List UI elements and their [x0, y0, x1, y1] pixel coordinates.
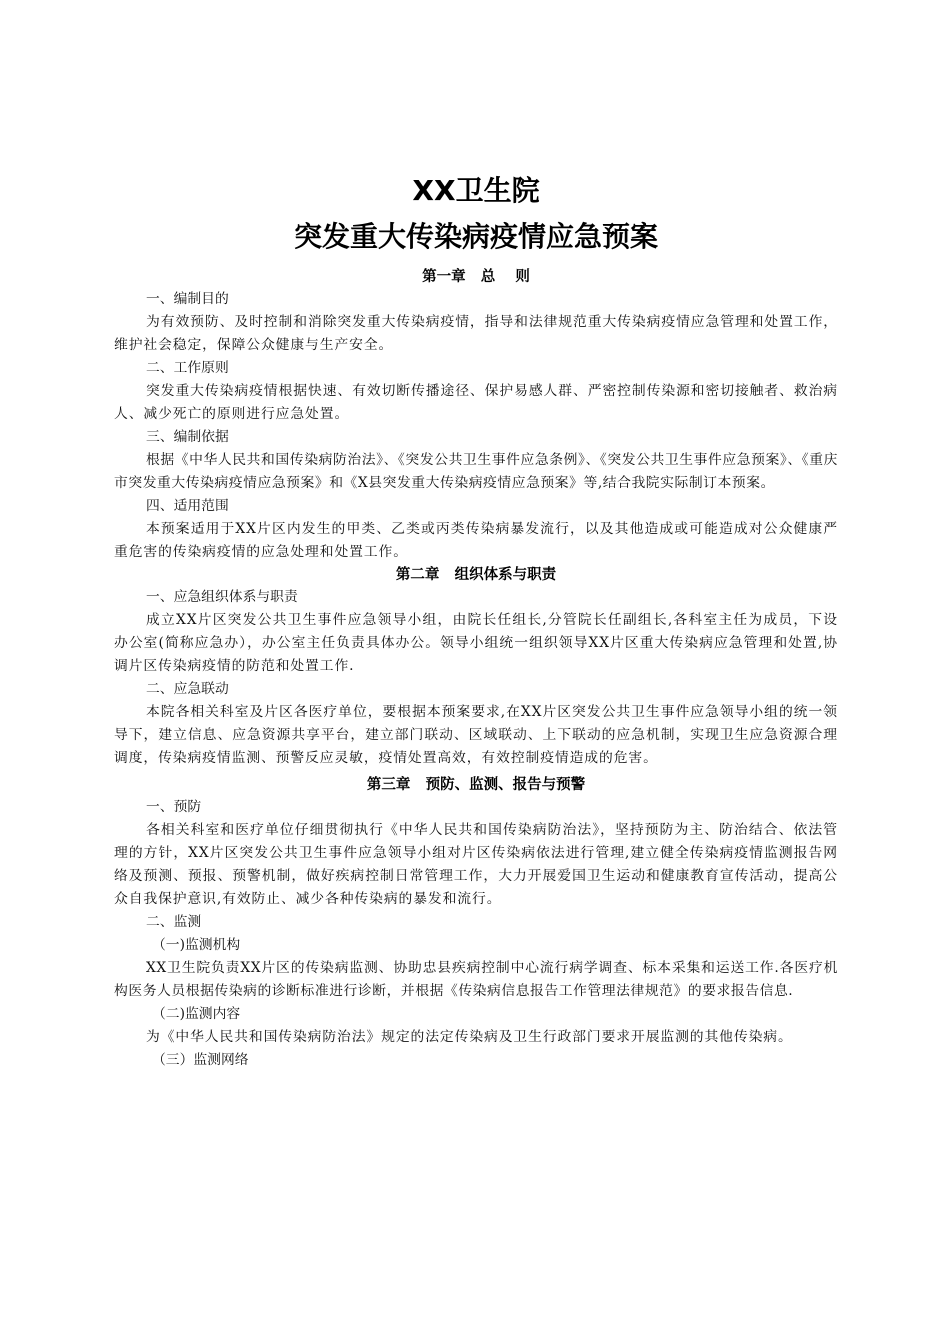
paragraph: 为《中华人民共和国传染病防治法》规定的法定传染病及卫生行政部门要求开展监测的其他传染病。: [146, 1029, 793, 1045]
section-heading: 二、应急联动: [146, 681, 229, 697]
subsection-heading: （一)监测机构: [152, 937, 241, 953]
paragraph: 突发重大传染病疫情根据快速、有效切断传播途径、保护易感人群、严密控制传染源和密切接触者、救治病人、减少死亡的原则进行应急处置。: [114, 383, 838, 422]
chapter-3-heading: 第三章 预防、监测、报告与预警: [366, 777, 586, 793]
section-heading: 二、监测: [146, 914, 202, 930]
chapter-2-heading: 第二章 组织体系与职责: [395, 567, 557, 583]
paragraph: 成立XX片区突发公共卫生事件应急领导小组，由院长任组长,分管院长任副组长,各科室主任为成员，下设办公室(简称应急办），办公室主任负责具体办公。领导小组统一组织领导XX片区重大传染病应急管理和处置,协调片区传染病疫情的防范和处置工作.: [114, 612, 838, 674]
paragraph: 本院各相关科室及片区各医疗单位，要根据本预案要求,在XX片区突发公共卫生事件应急领导小组的统一领导下，建立信息、应急资源共享平台，建立部门联动、区域联动、上下联动的应急机制，实现卫生应急资源合理调度，传染病疫情监测、预警反应灵敏，疫情处置高效，有效控制疫情造成的危害。: [114, 704, 838, 766]
document-body: [114, 172, 838, 1072]
section-heading: 一、应急组织体系与职责: [146, 589, 298, 605]
section-heading: 四、适用范围: [146, 498, 229, 514]
paragraph: 本预案适用于XX片区内发生的甲类、乙类或丙类传染病暴发流行，以及其他造成或可能造成对公众健康严重危害的传染病疫情的应急处理和处置工作。: [114, 521, 838, 560]
section-heading: 三、编制依据: [146, 429, 229, 445]
subsection-heading: （三）监测网络: [152, 1052, 249, 1068]
section-heading: 二、工作原则: [146, 360, 229, 376]
document-title-org: XX卫生院: [412, 174, 540, 207]
paragraph: 各相关科室和医疗单位仔细贯彻执行《中华人民共和国传染病防治法》，坚持预防为主、防治结合、依法管理的方针，XX片区突发公共卫生事件应急领导小组对片区传染病依法进行管理,建立健全传染病疫情监测报告网络及预测、预报、预警机制，做好疾病控制日常管理工作，大力开展爱国卫生运动和健康教育宣传活动，提高公众自我保护意识,有效防止、减少各种传染病的暴发和流行。: [114, 822, 838, 907]
subsection-heading: （二)监测内容: [152, 1006, 241, 1022]
paragraph: XX卫生院负责XX片区的传染病监测、协助忠县疾病控制中心流行病学调查、标本采集和运送工作.各医疗机构医务人员根据传染病的诊断标准进行诊断，并根据《传染病信息报告工作管理法律规范》的要求报告信息.: [114, 960, 838, 999]
section-heading: 一、编制目的: [146, 291, 229, 307]
document-title-plan: 突发重大传染病疫情应急预案: [293, 220, 658, 253]
chapter-1-heading: 第一章 总 则: [422, 269, 530, 285]
section-heading: 一、预防: [146, 799, 202, 815]
paragraph: 根据《中华人民共和国传染病防治法》、《突发公共卫生事件应急条例》、《突发公共卫生事件应急预案》、《重庆市突发重大传染病疫情应急预案》和《X县突发重大传染病疫情应急预案》等,结合我院实际制订本预案。: [114, 452, 838, 491]
paragraph: 为有效预防、及时控制和消除突发重大传染病疫情，指导和法律规范重大传染病疫情应急管理和处置工作，维护社会稳定，保障公众健康与生产安全。: [114, 314, 838, 353]
